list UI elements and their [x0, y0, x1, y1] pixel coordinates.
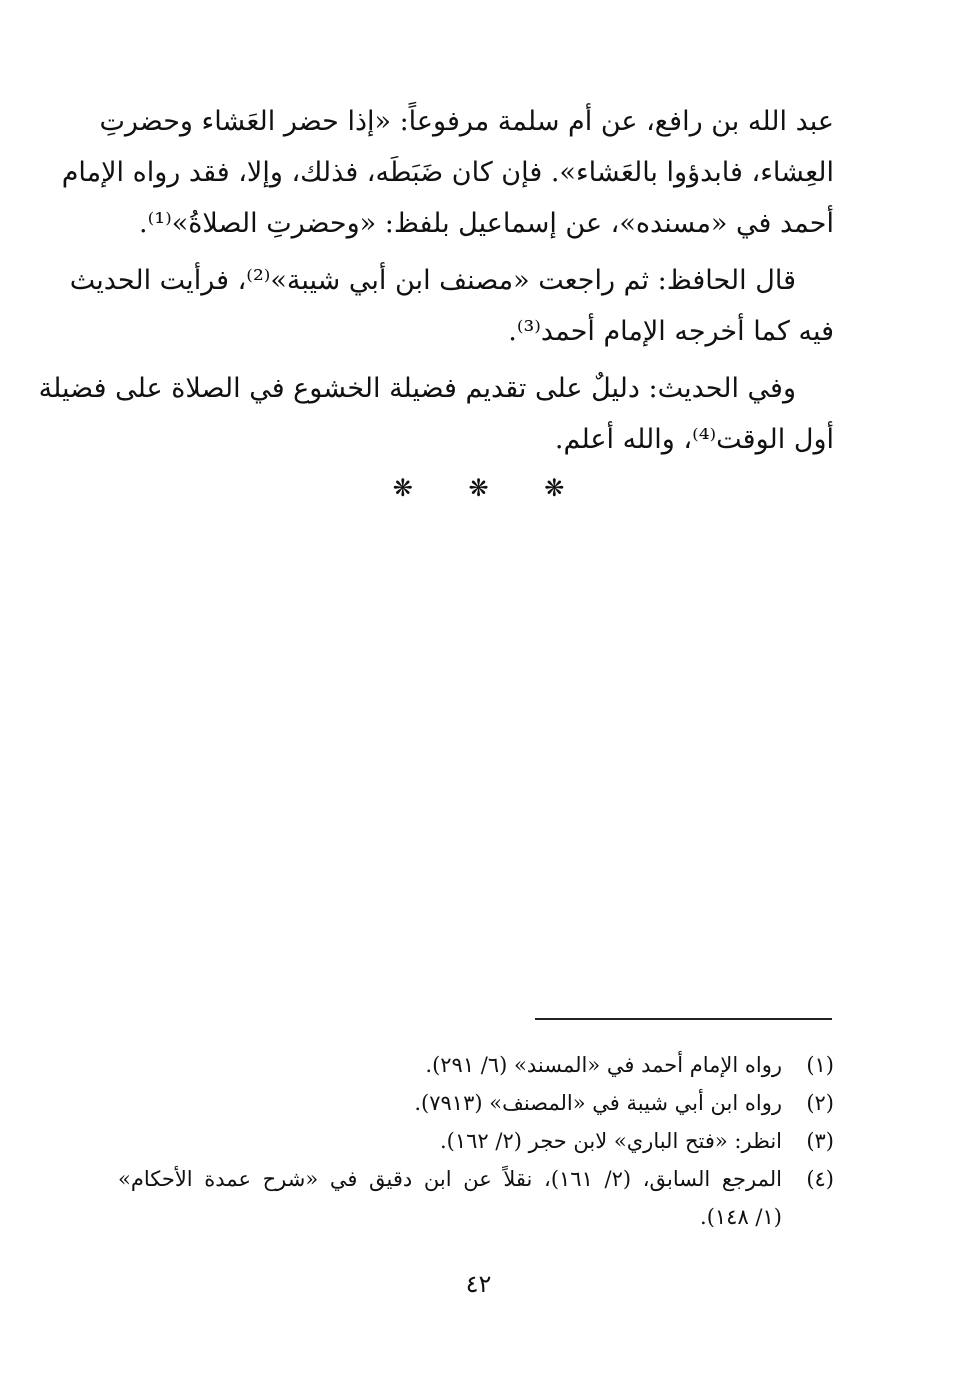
footnote-1 [118, 1046, 834, 1084]
footnote-2 [118, 1084, 834, 1122]
footnote-text [118, 1084, 782, 1122]
footnote-line: رواه ابن أبي شيبة في «المصنف» (٧٩١٣). [414, 1091, 782, 1115]
footnotes [118, 1046, 834, 1236]
section-separator [0, 474, 957, 502]
footnote-text [118, 1160, 782, 1236]
text-line: أحمد في «مسنده»، عن إسماعيل بلفظ: «وحضرتِ الصلاةُ»⁽¹⁾. [139, 208, 834, 239]
text-line: العِشاء، فابدؤوا بالعَشاء». فإن كان ضَبَطَه، فذلك، وإلا، فقد رواه الإمام [61, 157, 834, 188]
paragraph-3 [38, 363, 834, 465]
footnote-number: (٢) [806, 1091, 834, 1115]
footnote-number: (٤) [806, 1167, 834, 1191]
page-number: ٤٢ [465, 1270, 492, 1298]
footnote-line: رواه الإمام أحمد في «المسند» (٦/ ٢٩١). [425, 1053, 782, 1077]
footnote-4 [118, 1160, 834, 1236]
footnote-text [118, 1046, 782, 1084]
footnote-number: (١) [806, 1053, 834, 1077]
star-ornament-icon: ❋ [544, 474, 565, 502]
footnote-number: (٣) [806, 1129, 834, 1153]
star-ornament-icon: ❋ [468, 474, 489, 502]
paragraph-1 [61, 96, 834, 249]
footnote-text [118, 1122, 782, 1160]
footnote-3 [118, 1122, 834, 1160]
paragraph-2 [69, 255, 834, 357]
footnote-divider [535, 1018, 832, 1020]
footnote-line: (١/ ١٤٨). [700, 1205, 782, 1229]
text-line: عبد الله بن رافع، عن أم سلمة مرفوعاً: «إذا حضر العَشاء وحضرتِ [99, 106, 834, 137]
footnote-line: انظر: «فتح الباري» لابن حجر (٢/ ١٦٢). [439, 1129, 782, 1153]
footnote-line: المرجع السابق، (٢/ ١٦١)، نقلاً عن ابن دقيق في «شرح عمدة الأحكام» [118, 1167, 782, 1191]
text-line: وفي الحديث: دليلٌ على تقديم فضيلة الخشوع في الصلاة على فضيلة [38, 373, 796, 404]
main-text [38, 96, 834, 471]
text-line: قال الحافظ: ثم راجعت «مصنف ابن أبي شيبة»⁽²⁾، فرأيت الحديث [69, 265, 796, 296]
star-ornament-icon: ❋ [392, 474, 413, 502]
text-line: فيه كما أخرجه الإمام أحمد⁽³⁾. [508, 316, 834, 347]
text-line: أول الوقت⁽⁴⁾، والله أعلم. [554, 424, 834, 455]
